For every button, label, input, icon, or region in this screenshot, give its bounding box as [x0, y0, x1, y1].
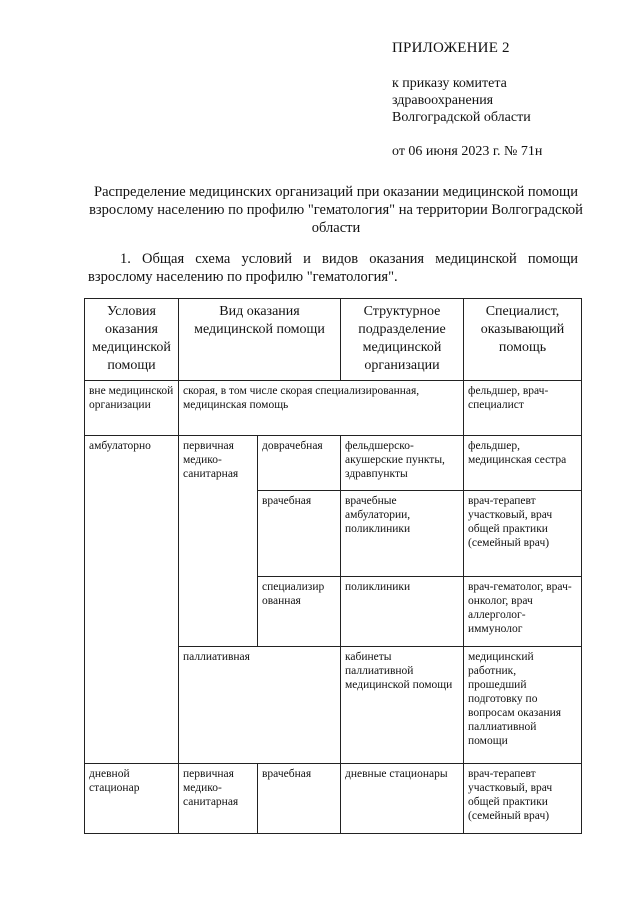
cell-condition: дневной стационар — [85, 764, 179, 834]
care-scheme-table — [84, 298, 582, 834]
cell-specialist: врач-терапевт участковый, врач общей практики (семейный врач) — [464, 491, 582, 577]
appendix-line: Волгоградской области — [392, 110, 531, 125]
appendix-title: ПРИЛОЖЕНИЕ 2 — [392, 40, 510, 56]
appendix-date: от 06 июня 2023 г. № 71н — [392, 144, 543, 159]
header-conditions: Условия оказания медицинской помощи — [85, 299, 179, 381]
cell-care-kind: первичная медико-санитарная — [179, 436, 258, 647]
cell-unit: врачебные амбулатории, поликлиники — [341, 491, 464, 577]
section-1-heading: 1. Общая схема условий и видов оказания медицинской помощи взрослому населению по профилю "гематология". — [88, 251, 578, 285]
cell-specialist: врач-гематолог, врач-онколог, врач аллерголог-иммунолог — [464, 577, 582, 647]
table-header-row — [85, 299, 582, 381]
cell-care-kind: скорая, в том числе скорая специализированная, медицинская помощь — [179, 381, 464, 436]
appendix-line: здравоохранения — [392, 93, 494, 108]
cell-care-kind: паллиативная — [179, 647, 341, 764]
cell-condition: амбулаторно — [85, 436, 179, 764]
table-row — [85, 381, 582, 436]
cell-unit: кабинеты паллиативной медицинской помощи — [341, 647, 464, 764]
document-title: Распределение медицинских организаций при оказании медицинской помощи взрослому населению по профилю "гематология" на территории Волгоградской области — [89, 184, 583, 236]
cell-specialist: медицинский работник, прошедший подготовку по вопросам оказания паллиативной помощи — [464, 647, 582, 764]
appendix-block — [392, 40, 632, 160]
cell-unit: дневные стационары — [341, 764, 464, 834]
cell-unit: поликлиники — [341, 577, 464, 647]
cell-specialist: фельдшер, медицинская сестра — [464, 436, 582, 491]
header-care-kind: Вид оказания медицинской помощи — [179, 299, 341, 381]
cell-care-kind: первичная медико-санитарная — [179, 764, 258, 834]
cell-care-level: специализир ованная — [258, 577, 341, 647]
table-row — [85, 764, 582, 834]
table-row — [85, 436, 582, 491]
cell-unit: фельдшерско-акушерские пункты, здравпункты — [341, 436, 464, 491]
cell-specialist: врач-терапевт участковый, врач общей практики (семейный врач) — [464, 764, 582, 834]
appendix-line: к приказу комитета — [392, 76, 507, 91]
cell-specialist: фельдшер, врач-специалист — [464, 381, 582, 436]
cell-condition: вне медицинской организации — [85, 381, 179, 436]
cell-care-level: врачебная — [258, 491, 341, 577]
cell-care-level: врачебная — [258, 764, 341, 834]
header-unit: Структурное подразделение медицинской организации — [341, 299, 464, 381]
cell-care-level: доврачебная — [258, 436, 341, 491]
header-specialist: Специалист, оказывающий помощь — [464, 299, 582, 381]
